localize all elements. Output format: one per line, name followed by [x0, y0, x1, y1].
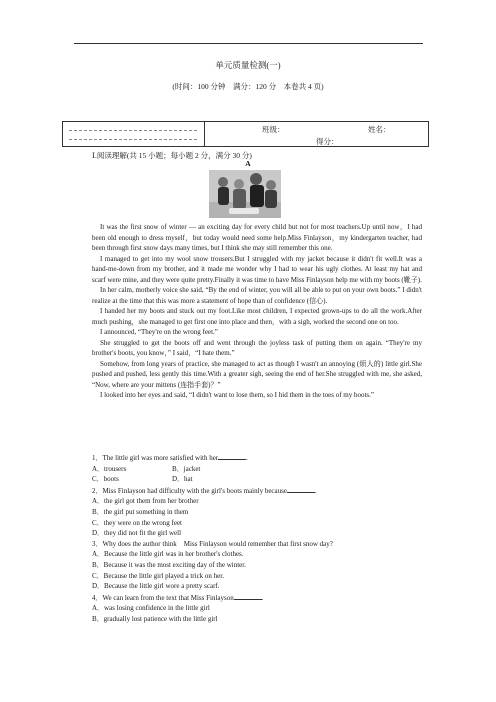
answer-blank[interactable] [218, 452, 246, 460]
paragraph: Somehow, from long years of practice, she managed to act as though I wasn't an annoying (烦人的) little girl.She pushed and pushed, less gently this time.With a greater sigh, seeing the end of her.She struggled with me, she asked, “Now, where are your mittens (连指手套)？” [92, 359, 422, 389]
option-c[interactable]: C．they were on the wrong feet [92, 518, 182, 527]
paragraph: In her calm, motherly voice she said, “By the end of winter, you will all be able to put on your own boots.” I didn't realize at the time that this was more a statement of hope than of confidence (信心). [92, 286, 422, 305]
paragraph: I looked into her eyes and said, “I didn't want to lose them, so I hid them in the toes of my boots.” [100, 391, 375, 399]
option-a[interactable]: A．Because the little girl was in her brother's clothes. [92, 550, 244, 559]
option-a[interactable]: A．was losing confidence in the little girl [92, 604, 210, 613]
question-2: 2．Miss Finlayson had difficulty with the girl's boots mainly because . [92, 486, 317, 495]
question-4: 4．We can learn from the text that Miss Finlayson . [92, 593, 264, 602]
option-d[interactable]: D．they did not fit the girl well [92, 529, 182, 538]
option-b[interactable]: B．jacket [172, 464, 201, 473]
paragraph: She struggled to get the boots off and went through the joyless task of putting them on again. “They're my brother's boots, you know，” I said，“I hate them.” [92, 338, 422, 357]
paragraph: I managed to get into my wool snow trousers.But I struggled with my jacket because it didn't fit well.It was a hand-me-down from my brother, and it made me wonder why I had to wear his ugly clothes. At least my hat and scarf were mine, and they were quite pretty.Finally it was time to have Miss Finlayson help me with my boots (靴子). [92, 254, 422, 284]
kids-snow-photo-icon [209, 170, 281, 218]
option-d[interactable]: D．hat [172, 475, 193, 484]
paragraph: I handed her my boots and stuck out my foot.Like most children, I expected grown-ups to do all the work.After much pushing，she managed to get first one into place and then，with a sigh, worked the second one on too. [92, 307, 422, 326]
dashed-line [69, 130, 197, 131]
option-b[interactable]: B．Because it was the most exciting day of the winter. [92, 560, 246, 569]
name-label: 姓名： [368, 125, 391, 134]
answer-blank[interactable] [234, 592, 262, 600]
passage-letter: A [245, 159, 251, 168]
section-heading: Ⅰ.阅读理解(共 15 小题；每小题 2 分，满分 30 分) [92, 151, 252, 160]
dashed-line [69, 139, 197, 140]
student-info-box [62, 121, 429, 147]
exam-info: (时间：100 分钟 满分：120 分 本卷共 4 页) [172, 82, 324, 91]
passage-photo [209, 170, 281, 218]
question-1: 1．The little girl was more satisfied with her . [92, 454, 248, 462]
option-a[interactable]: A．the girl got them from her brother [92, 497, 199, 506]
question-3: 3．Why does the author think Miss Finlayson would remember that first snow day? [92, 539, 333, 548]
option-d[interactable]: D．Because the little girl wore a pretty scarf. [92, 582, 220, 591]
option-b[interactable]: B．the girl put something in them [92, 507, 189, 516]
option-c[interactable]: C．boots [92, 475, 119, 484]
answer-blank[interactable] [287, 485, 315, 493]
class-label: 班级： [262, 125, 285, 134]
paragraph: I announced, “They're on the wrong feet.” [100, 328, 218, 336]
option-row [92, 464, 422, 475]
option-c[interactable]: C．Because the little girl played a trick on her. [92, 571, 224, 580]
option-row [92, 474, 422, 485]
option-b[interactable]: B．gradually lost patience with the little girl [92, 614, 218, 623]
page-title: 单元质量检测(一) [215, 60, 281, 70]
option-a[interactable]: A．trousers [92, 464, 127, 473]
score-label: 得分： [316, 137, 339, 146]
passage-text [92, 222, 422, 401]
question-list [92, 452, 422, 625]
paragraph: It was the first snow of winter — an exciting day for every child but not for most teachers.Up until now，I had been old enough to dress myself，but today would need some help.Miss Finlayson，my kindergarten teacher, had been through first snow days many times, but I think she may still remember this one. [92, 223, 422, 252]
top-rule [74, 43, 423, 44]
info-divider [204, 122, 205, 146]
